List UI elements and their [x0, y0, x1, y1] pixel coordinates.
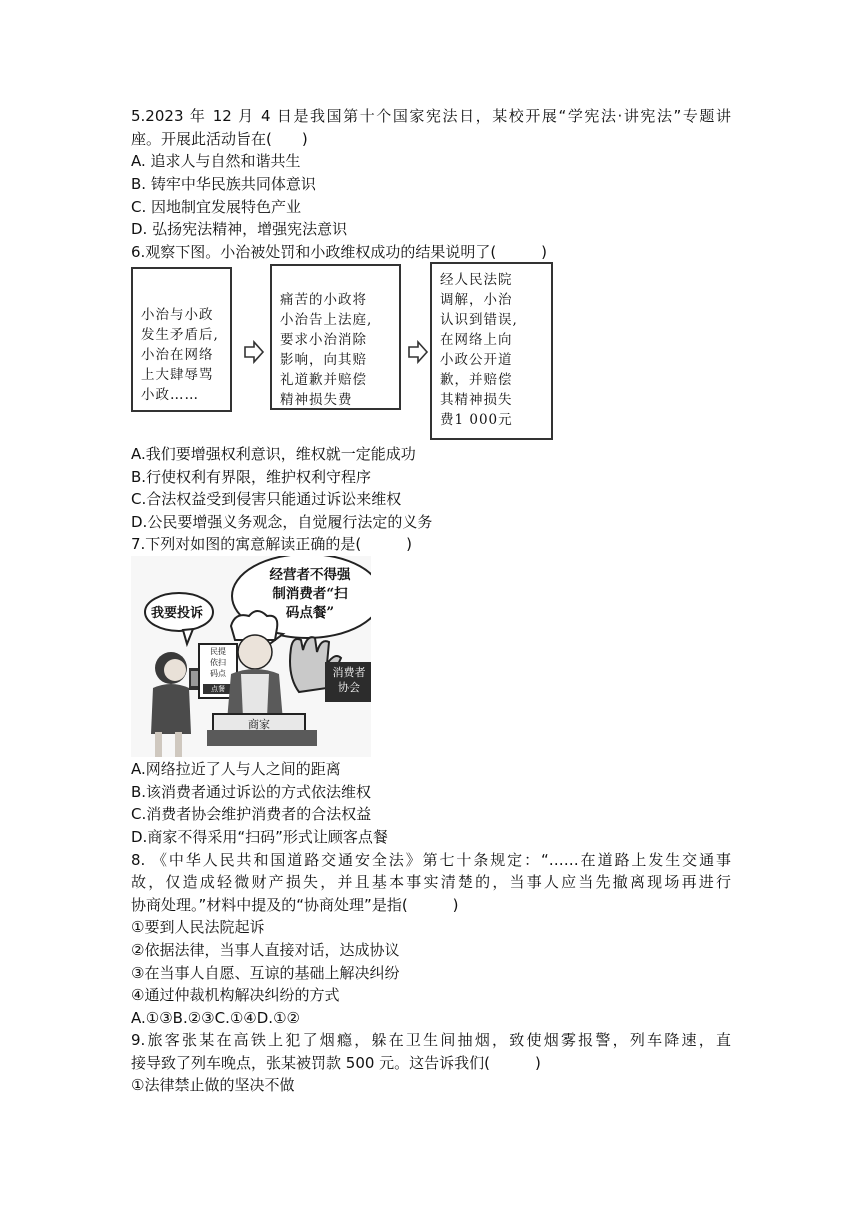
q8-stem-line1: 8. 《中华人民共和国道路交通安全法》第七十条规定：“……在道路上发生交通事	[131, 851, 731, 869]
q7-bubble-right: 经营者不得强 制消费者“扫 码点餐”	[269, 567, 351, 621]
q7-option-c: C.消费者协会维护消费者的合法权益	[131, 805, 372, 823]
q6-option-a: A.我们要增强权利意识，维权就一定能成功	[131, 445, 416, 463]
q9-stem-line1: 9.旅客张某在高铁上犯了烟瘾，躲在卫生间抽烟，致使烟雾报警，列车降速，直	[131, 1031, 731, 1049]
q7-option-b: B.该消费者通过诉讼的方式依法维权	[131, 783, 372, 801]
q5-stem-line1: 5.2023 年 12 月 4 日是我国第十个国家宪法日，某校开展“学宪法·讲宪法”专题讲	[131, 107, 731, 125]
q6-flow-diagram	[131, 262, 561, 442]
q7-sign-bottom: 点餐	[211, 685, 225, 693]
q8-item-3: ③在当事人自愿、互谅的基础上解决纠纷	[131, 964, 400, 982]
q7-stem: 7.下列对如图的寓意解读正确的是( )	[131, 535, 413, 553]
q9-item-1: ①法律禁止做的坚决不做	[131, 1076, 295, 1094]
q8-stem-line2: 故，仅造成轻微财产损失，并且基本事实清楚的，当事人应当先撤离现场再进行	[131, 873, 731, 891]
q8-item-2: ②依据法律，当事人直接对话，达成协议	[131, 941, 400, 959]
q6-option-c: C.合法权益受到侵害只能通过诉讼来维权	[131, 490, 402, 508]
q8-item-1: ①要到人民法院起诉	[131, 918, 265, 936]
q7-option-d: D.商家不得采用“扫码”形式让顾客点餐	[131, 828, 388, 846]
q7-counter-label: 商家	[248, 718, 270, 731]
q8-choices: A.①③B.②③C.①④D.①②	[131, 1009, 300, 1027]
q8-item-4: ④通过仲裁机构解决纠纷的方式	[131, 986, 340, 1004]
q6-box-2: 痛苦的小政将 小治告上法庭, 要求小治消除 影响，向其赔 礼道歉并赔偿 精神损失费	[270, 264, 401, 410]
q7-cartoon	[131, 556, 371, 757]
q6-option-b: B.行使权利有界限，维护权利守程序	[131, 468, 372, 486]
q5-option-b: B. 铸牢中华民族共同体意识	[131, 175, 316, 193]
q8-stem-line3: 协商处理。”材料中提及的“协商处理”是指( )	[131, 896, 459, 914]
q5-stem-line2: 座。开展此活动旨在( )	[131, 130, 308, 148]
q7-bubble-left: 我要投诉	[151, 606, 204, 621]
q6-box-3: 经人民法院 调解，小治 认识到错误, 在网络上向 小政公开道 歉，并赔偿 其精神损失 费1 000元	[430, 262, 553, 440]
q7-option-a: A.网络拉近了人与人之间的距离	[131, 760, 341, 778]
q5-option-c: C. 因地制宜发展特色产业	[131, 198, 302, 216]
right-arrow-icon	[243, 340, 265, 364]
q6-stem: 6.观察下图。小治被处罚和小政维权成功的结果说明了( )	[131, 243, 548, 261]
q7-hand-label: 消费者 协会	[332, 666, 366, 694]
q5-option-d: D. 弘扬宪法精神，增强宪法意识	[131, 220, 348, 238]
q5-option-a: A. 追求人与自然和谐共生	[131, 152, 301, 170]
q7-sign: 民提 依扫 码点	[210, 647, 226, 678]
q6-option-d: D.公民要增强义务观念，自觉履行法定的义务	[131, 513, 433, 531]
q9-stem-line2: 接导致了列车晚点，张某被罚款 500 元。这告诉我们( )	[131, 1054, 541, 1072]
q6-box-1: 小治与小政 发生矛盾后, 小治在网络 上大肆辱骂 小政……	[131, 267, 232, 412]
right-arrow-icon	[407, 340, 429, 364]
